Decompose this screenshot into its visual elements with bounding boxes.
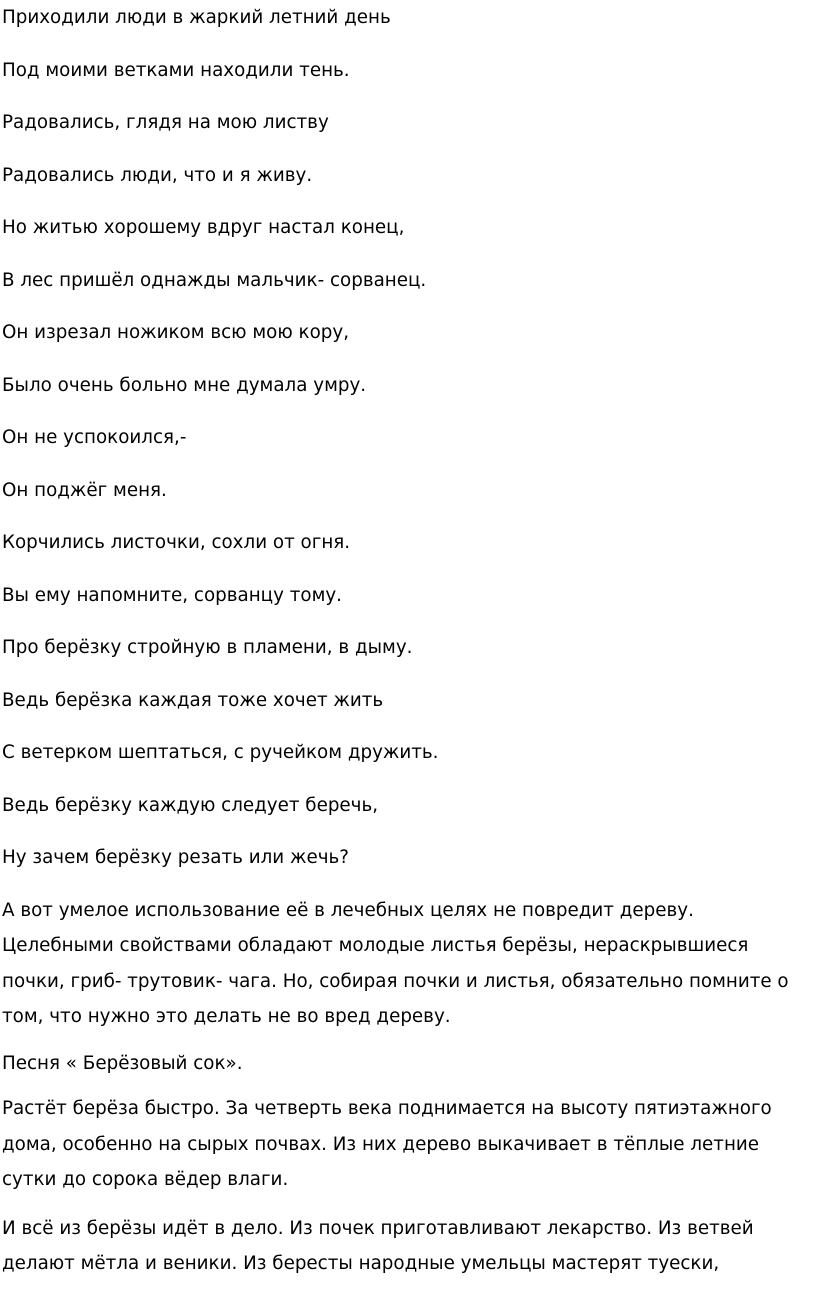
poem-line: Про берёзку стройную в пламени, в дыму. <box>2 637 413 658</box>
poem-line: Было очень больно мне думала умру. <box>2 374 367 396</box>
poem-line: Он не успокоился,- <box>2 427 187 448</box>
poem-line: Он изрезал ножиком всю мою кору, <box>2 322 350 343</box>
paragraph-medicinal-use: А вот умелое использование её в лечебных целях не повредит дереву. Целебными свойствами обладают молодые листья берёзы, нераскрывшиеся почки, гриб- трутовик- чага. Но, собирая почки и листья, обязательно помните о том, что нужно это делать не во вред дереву. <box>2 899 789 1027</box>
paragraph-growth: Растёт берёза быстро. За четверть века поднимается на высоту пятиэтажного дома, особенно на сырых почвах. Из них дерево выкачивает в тёплые летние сутки до сорока вёдер влаги. <box>2 1098 772 1190</box>
paragraph-song-title: Песня « Берёзовый сок». <box>2 1052 243 1074</box>
poem-line: Но житью хорошему вдруг настал конец, <box>2 217 405 238</box>
poem <box>2 0 810 893</box>
poem-line: Он поджёг меня. <box>2 479 167 501</box>
poem-line: Ведь берёзку каждую следует беречь, <box>2 794 379 816</box>
poem-line: Радовались люди, что и я живу. <box>2 164 313 186</box>
poem-line: Приходили люди в жаркий летний день <box>2 7 391 28</box>
poem-line: Ведь берёзка каждая тоже хочет жить <box>2 689 384 711</box>
paragraph-uses: И всё из берёзы идёт в дело. Из почек приготавливают лекарство. Из ветвей делают мётла и веники. Из бересты народные умельцы мастерят туески, <box>2 1217 754 1274</box>
poem-line: С ветерком шептаться, с ручейком дружить. <box>2 742 439 763</box>
poem-line: Радовались, глядя на мою листву <box>2 112 329 133</box>
poem-line: В лес пришёл однажды мальчик- сорванец. <box>2 269 427 291</box>
poem-line: Корчились листочки, сохли от огня. <box>2 532 351 553</box>
poem-line: Под моими ветками находили тень. <box>2 59 350 81</box>
poem-line: Ну зачем берёзку резать или жечь? <box>2 847 349 868</box>
poem-line: Вы ему напомните, сорванцу тому. <box>2 584 342 606</box>
